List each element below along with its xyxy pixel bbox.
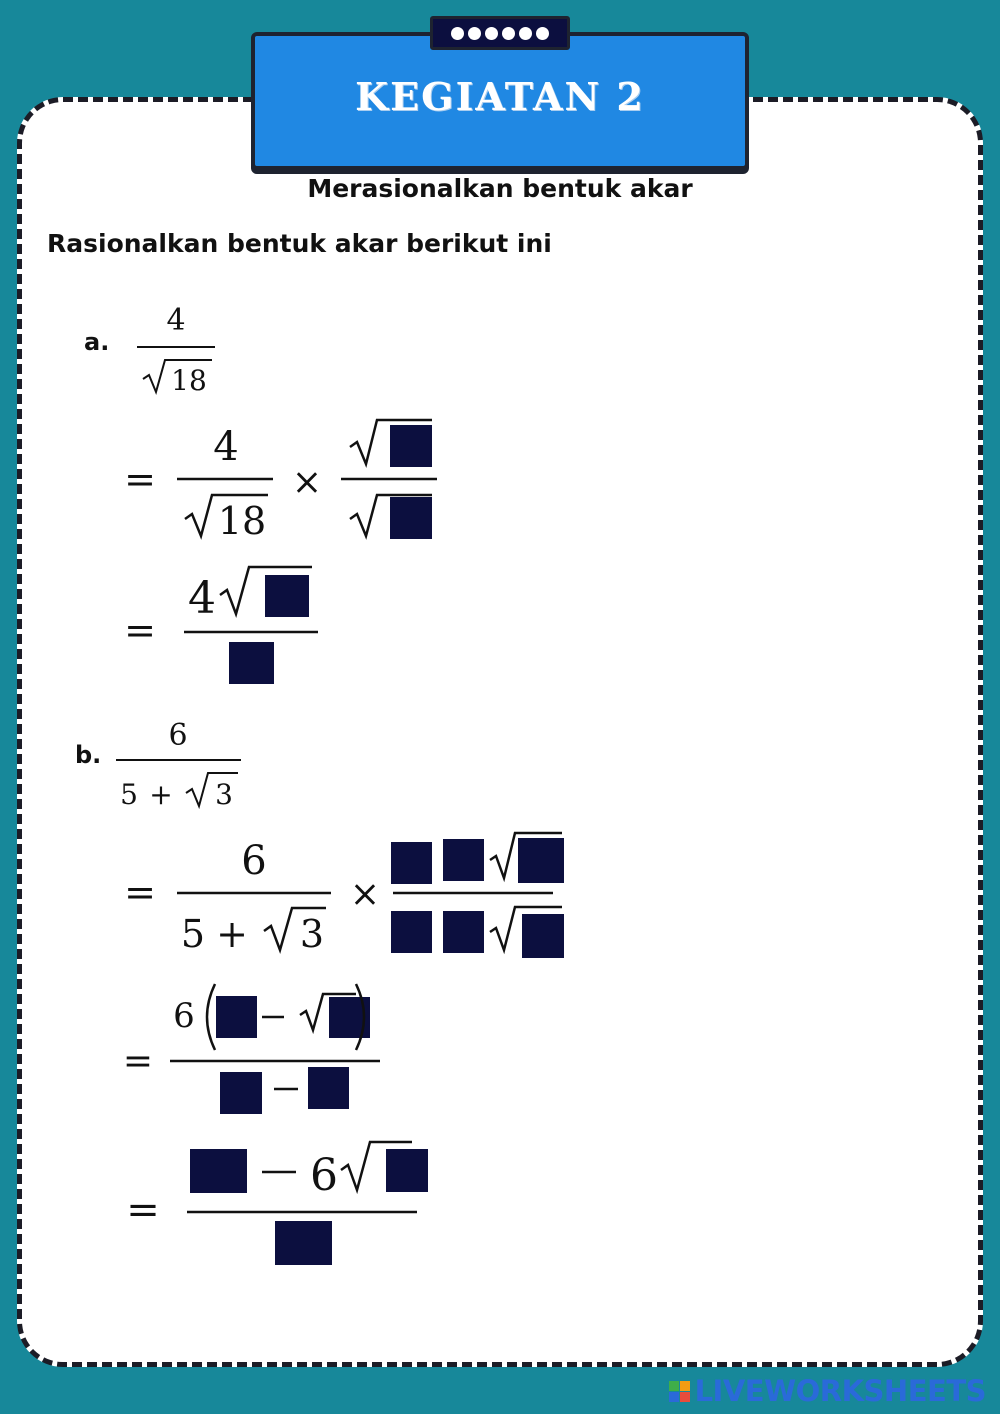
problem-b-step-3: [126, 1142, 428, 1265]
left-parenthesis: [207, 984, 215, 1050]
instruction-text: Rasionalkan bentuk akar berikut ini: [47, 229, 552, 258]
radicand: 3: [215, 778, 233, 811]
logo-square: [669, 1381, 679, 1391]
numerator: 6: [168, 718, 188, 753]
answer-box[interactable]: [443, 839, 484, 881]
equals-sign: =: [126, 1187, 160, 1233]
coefficient: 4: [188, 573, 216, 624]
times-sign: ×: [349, 874, 381, 915]
equals-sign: =: [124, 457, 156, 501]
problem-b-step-1: [124, 833, 564, 958]
radicand: 3: [299, 912, 325, 956]
answer-box[interactable]: [391, 842, 432, 884]
answer-box[interactable]: [308, 1067, 349, 1109]
problem-b-label: b.: [75, 741, 102, 769]
answer-box[interactable]: [386, 1149, 428, 1192]
answer-box[interactable]: [390, 425, 432, 467]
answer-box[interactable]: [390, 497, 432, 539]
activity-subtitle: Merasionalkan bentuk akar: [307, 174, 693, 203]
answer-box[interactable]: [220, 1072, 262, 1114]
logo-square: [680, 1381, 690, 1391]
equals-sign: =: [124, 608, 156, 652]
problem-b-step-2: [123, 984, 380, 1114]
equals-sign: =: [124, 870, 156, 914]
problem-a-step-2: [124, 567, 318, 684]
numerator: 4: [166, 303, 186, 338]
answer-box[interactable]: [391, 911, 432, 953]
radicand: 18: [171, 364, 207, 397]
numerator: 6: [241, 838, 267, 884]
activity-title: KEGIATAN 2: [355, 74, 645, 119]
answer-box[interactable]: [265, 575, 309, 617]
numerator: 4: [213, 424, 239, 470]
whole-term: 5: [120, 778, 138, 811]
plus-sign: +: [149, 778, 173, 811]
whole-term: 5: [180, 912, 206, 956]
answer-box[interactable]: [229, 642, 274, 684]
answer-box[interactable]: [190, 1149, 247, 1193]
equals-sign: =: [122, 1041, 154, 1082]
problem-a-step-1: [124, 420, 437, 543]
coefficient: 6: [310, 1150, 338, 1201]
answer-box[interactable]: [522, 914, 564, 958]
coefficient: 6: [173, 996, 195, 1036]
logo-square: [680, 1392, 690, 1402]
answer-box[interactable]: [275, 1221, 332, 1265]
footer-branding: [669, 1374, 986, 1408]
problem-b-expression: [116, 718, 241, 811]
answer-box[interactable]: [518, 838, 564, 883]
problem-a-label: a.: [84, 328, 110, 356]
times-sign: ×: [291, 462, 323, 503]
answer-box[interactable]: [443, 911, 484, 953]
liveworksheets-logo-icon: [669, 1381, 690, 1402]
answer-box[interactable]: [216, 996, 257, 1038]
brand-name: LIVEWORKSHEETS: [694, 1374, 986, 1408]
problem-a-expression: [137, 303, 215, 397]
logo-square: [669, 1392, 679, 1402]
plus-sign: +: [216, 912, 248, 956]
radicand: 18: [217, 499, 267, 543]
